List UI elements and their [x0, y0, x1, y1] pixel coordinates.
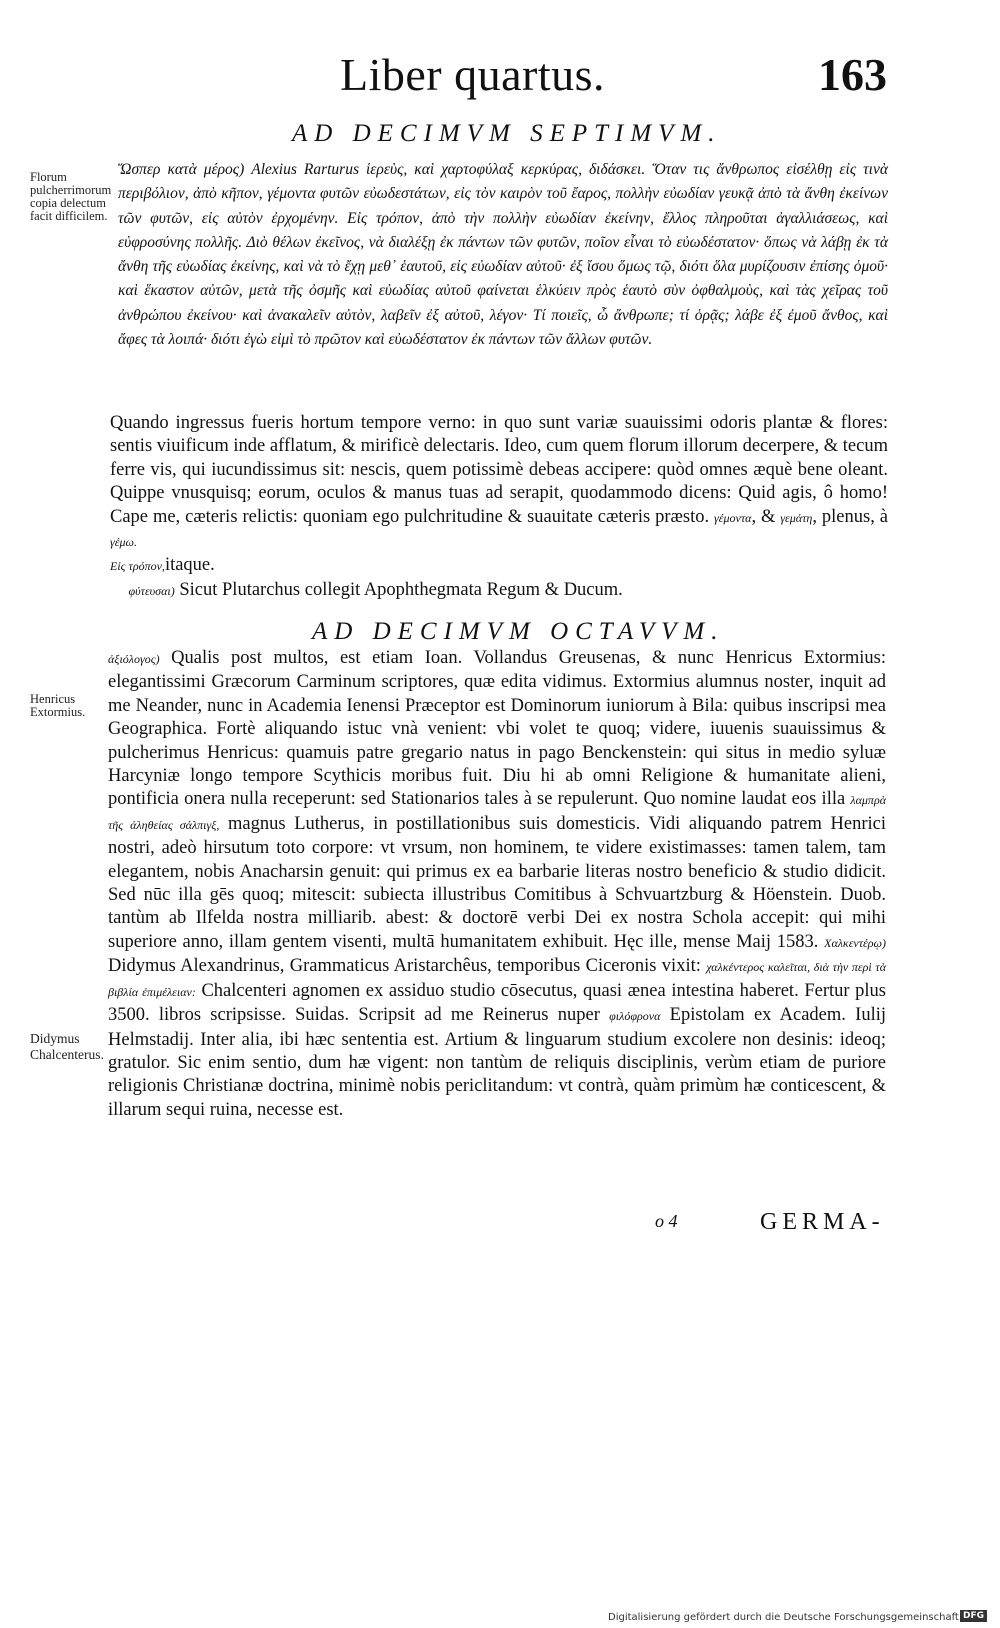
text-part: Didymus Alexandrinus, Grammaticus Aristarchêus, temporibus Ciceronis vixit:	[108, 956, 701, 977]
signature-mark: o 4	[655, 1211, 678, 1231]
text-part: Epistolam ex Academ. Iulij Helmstadij. Inter alia, ibi hæc sententia est. Artium & linguarum studium excolere non desinis: ideoq; gratulor. Sic enim sentio, dum hæ vigent: non tantùm de reliquis disciplinis, verùm etiam de puriore religionis Christianæ doctrina, minimè nobis periclitandum: vt contrà, quàm primùm hæ conticescent, & illarum sequi ruina, necesse est.	[108, 1005, 887, 1120]
latin-connector: , plenus, à	[812, 506, 888, 527]
digitization-credit: Digitalisierung gefördert durch die Deutsche Forschungsgemeinschaft	[608, 1612, 959, 1623]
latin-connector: , &	[751, 506, 776, 527]
inline-greek: γεμάτη	[780, 510, 813, 525]
margin-note-didymus: Didymus Chalcenterus.	[30, 1031, 104, 1062]
margin-note-flowers: Florum pulcherrimorum copia delectum facit difficilem.	[30, 170, 112, 223]
inline-greek: γέμω.	[110, 535, 137, 550]
text-part: Qualis post multos, est etiam Ioan. Vollandus Greusenas, & nunc Henricus Extormius: elegantissimi Græcorum Carminum scriptores, quæ edita vidimus. Extormius alumnus noster, inquit ad me Neander, nunc in Academia Ienensi Præceptor est Dominorum iuniorum à Bila: quibus inscripsi mea Geographica. Fortè aliquando istuc vnà venient: vbi volet te quoq; videre, iuuenis suauissimus & pulcherimus Henricus: quamuis patre gregario natus in pago Benckenstein: qui situs in medio syluæ Harcyniæ longo tempore Scythicis moribus fuit. Diu hi ab omni Religione & humanitate alieni, pontificia onera nulla receperunt: sed Stationarios tales à se repulerunt. Quo nomine laudat eos illa	[108, 648, 887, 810]
section-heading-18: AD DECIMVM OCTAVVM.	[312, 618, 725, 645]
lead-greek: Χαλκεντέρῳ)	[824, 935, 887, 950]
inline-greek: χαλκέντερος καλεῖται, διὰ τὴν περὶ τὰ βιβλία ἐπιμέλειαν:	[108, 960, 887, 999]
latin-paragraph-18	[108, 647, 886, 1122]
lead-greek: ἀξιόλογος)	[108, 652, 160, 666]
inline-greek: Εἰς τρόπον,	[110, 559, 165, 574]
note-text: Sicut Plutarchus collegit Apophthegmata Regum & Ducum.	[179, 579, 623, 600]
latin-translation: Quando ingressus fueris hortum tempore verno: in quo sunt variæ suauissimi odoris plantæ & flores: sentis viuificum inde afflatum, & mirificè delectaris. Ideo, cum quem florum illorum decerpere, & tecum ferre vis, qui iucundissimus sit: nescis, quem potissimè debeas accipere: quòd omnes æquè bene oleant. Quippe vnusquisq; eorum, oculos & manus tuas ad serapit, quodammodo dicens: Quid agis, ô homo! Cape me, cæteris relictis: quoniam ego pulchritudine & suauitate cæteris præsto.	[110, 413, 888, 527]
inline-greek: φιλόφρονα	[609, 1009, 661, 1024]
note-label: φύτευσαι)	[128, 583, 175, 598]
inline-greek: λαμπρὰ τῆς ἀληθείας σάλπιγξ,	[108, 793, 886, 832]
latin-paragraph-17	[110, 412, 888, 603]
margin-note-extormius: Henricus Extormius.	[30, 692, 86, 719]
inline-greek: γέμοντα	[714, 510, 752, 525]
text-part: Chalcenteri agnomen ex assiduo studio cōsecutus, quasi ænea intestina haberet. Fertur plus 3500. libros scripsisse. Suidas. Scripsit ad me Reinerus nuper	[108, 980, 886, 1026]
catchword: GERMA-	[760, 1209, 885, 1235]
section-heading-17: AD DECIMVM SEPTIMVM.	[292, 120, 722, 147]
latin-tail: itaque.	[164, 555, 215, 576]
page-number: 163	[818, 49, 887, 100]
running-title: Liber quartus.	[340, 49, 606, 100]
text-part: magnus Lutherus, in postillationibus suis domesticis. Vidi aliquando patrem Henrici nostri, adeò hirsutum toto corpore: vt vrsum, non hominem, te videre existimasses: tamen talem, tam elegantem, nobis Anacharsin genuit: qui primus ex ea barbarie literas nostro beneficio & studio didicit. Sed nūc illa gēs quoq; mitescit: subiecta illustribus Comitibus à Schvuartzburg & Höenstein. Duob. tantùm ab Ilfelda nostra milliarib. abest: & doctorē verbi Dei ex nostra Schola accepit: qui mihi superiore anno, illam gentem visenti, multā humanitatem exhibuit. Hęc ille, mense Maij 1583.	[108, 813, 886, 952]
greek-paragraph: Ὥσπερ κατὰ μέρος) Alexius Rarturus ἱερεὺς, καὶ χαρτοφύλαξ κερκύρας, διδάσκει. Ὅταν τις ἄνθρωπος εἰσέλθῃ εἰς τινὰ περιβόλιον, ἀπὸ κῆπον, γέμοντα φυτῶν εὐωδεστάτων, εἰς τὸν καιρὸν τοῦ ἔαρος, πολλὴν εὐωδίαν γευκᾷ ἀπὸ τὰ ἄνθη ἐκείνων τῶν φυτῶν, εἰς αὐτὸν ἐρχομένην. Εἰς τρόπον, ἀπὸ τὴν πολλὴν εὐωδίαν ἐκείνην, ἔλλος πληροῦται ἀγαλλιάσεως, καὶ εὐφροσύνης πολλῆς. Διὸ θέλων ἐκεῖνος, νὰ διαλέξῃ ἐκ πάντων τῶν φυτῶν, ποῖον εἶναι τὸ εὐωδέστατον· ὅπως νὰ λάβῃ ἐκ τὰ ἄνθη τῆς εὐωδίας ἐκείνης, καὶ νὰ τὸ ἔχῃ μεθ᾽ ἑαυτοῦ, εἰς εὐωδίαν αὐτοῦ· ἐξ ἴσου ὅμως τῷ, διότι ὅλα μυρίζουσιν ἐπίσης ὁμοῦ· καὶ ἕκαστον αὐτῶν, μετὰ τῆς ὀσμῆς καὶ εὐωδίας αὐτοῦ φαίνεται ἑλκύειν πρὸς ἑαυτὸ σὺν ὀφθαλμοὺς, καὶ τὰς χεῖρας τοῦ ἀνθρώπου ἐκείνου· καὶ ἀνακαλεῖν αὐτὸν, λαβεῖν ἐξ αὐτοῦ, λέγον· Τί ποιεῖς, ὦ ἄνθρωπε; τί ὁρᾷς; λάβε ἐξ ἐμοῦ ἄνθος, καὶ ἄφες τὰ λοιπά· διότι ἐγὼ εἰμὶ τὸ πρῶτον καὶ εὐωδέστατον ἐκ πάντων τῶν ἄλλων φυτῶν.	[118, 161, 888, 349]
dfg-logo: DFG	[960, 1610, 987, 1622]
